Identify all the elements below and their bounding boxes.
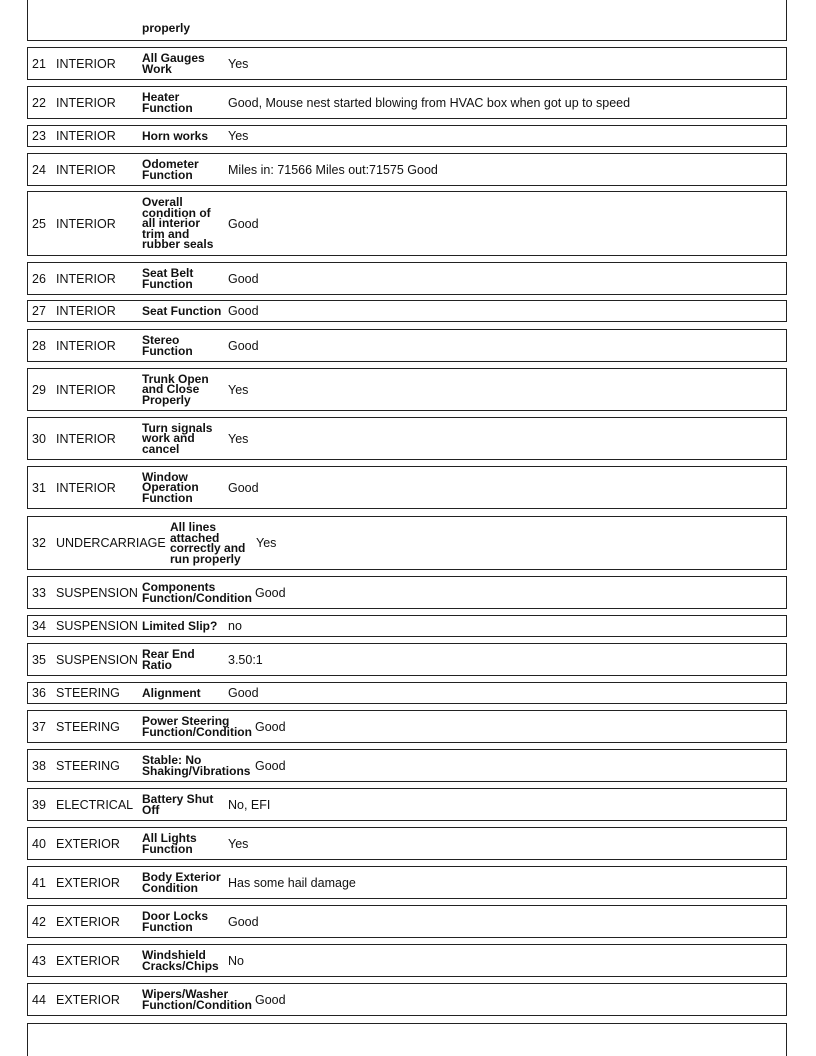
row-category: EXTERIOR	[56, 992, 120, 1007]
table-row	[27, 47, 787, 80]
row-number: 37	[32, 719, 46, 734]
row-item-label: All Lights Function	[142, 831, 197, 856]
row-value: Has some hail damage	[228, 875, 356, 890]
row-category: EXTERIOR	[56, 953, 120, 968]
row-number: 39	[32, 797, 46, 812]
row-value: Good	[255, 992, 286, 1007]
row-item-label: Overall condition of all interior trim and rubber seals	[142, 195, 214, 252]
row-item-label: Limited Slip?	[142, 618, 218, 633]
row-item-label: Power Steering Function/Condition	[142, 714, 252, 739]
next-row-partial	[27, 1023, 787, 1056]
row-number: 27	[32, 304, 46, 318]
row-item-label: Door Locks Function	[142, 909, 209, 934]
row-number: 26	[32, 271, 46, 286]
row-category: STEERING	[56, 686, 120, 700]
table-row	[27, 643, 787, 676]
table-row	[27, 300, 787, 322]
row-item-label: Components Function/Condition	[142, 580, 252, 605]
row-category: INTERIOR	[56, 338, 116, 353]
row-value: Good	[228, 216, 259, 231]
table-row	[27, 615, 787, 637]
row-number: 36	[32, 686, 46, 700]
table-row	[27, 125, 787, 147]
row-value: Good	[228, 304, 259, 318]
row-number: 31	[32, 480, 46, 495]
row-item-label: Stereo Function	[142, 333, 193, 358]
row-value: Good	[228, 914, 259, 929]
row-category: INTERIOR	[56, 271, 116, 286]
row-number: 24	[32, 162, 46, 177]
row-value: Good	[228, 338, 259, 353]
row-number: 34	[32, 619, 46, 633]
row-item-label: Seat Function	[142, 303, 222, 318]
table-row	[27, 191, 787, 256]
row-number: 35	[32, 652, 46, 667]
row-number: 40	[32, 836, 46, 851]
row-number: 28	[32, 338, 46, 353]
table-row	[27, 983, 787, 1016]
row-number: 42	[32, 914, 46, 929]
row-value: Yes	[228, 431, 249, 446]
row-category: SUSPENSION	[56, 619, 138, 633]
table-row	[27, 576, 787, 609]
table-row	[27, 827, 787, 860]
table-row	[27, 417, 787, 460]
table-row	[27, 905, 787, 938]
row-value: Good	[228, 480, 259, 495]
row-value: Yes	[228, 836, 249, 851]
row-item-label: Odometer Function	[142, 157, 199, 182]
row-category: INTERIOR	[56, 162, 116, 177]
row-value: Good	[255, 758, 286, 773]
row-number: 44	[32, 992, 46, 1007]
row-number: 41	[32, 875, 46, 890]
row-value: 3.50:1	[228, 652, 263, 667]
row-category: INTERIOR	[56, 480, 116, 495]
row-value: Yes	[256, 536, 277, 550]
row-item-label: Alignment	[142, 685, 201, 700]
table-row	[27, 329, 787, 362]
row-item-label: Trunk Open and Close Properly	[142, 371, 209, 407]
row-value: Yes	[228, 382, 249, 397]
row-category: INTERIOR	[56, 56, 116, 71]
row-value: Yes	[228, 56, 249, 71]
row-category: EXTERIOR	[56, 836, 120, 851]
row-category: SUSPENSION	[56, 585, 138, 600]
row-item-label: Stable: No Shaking/Vibrations	[142, 753, 251, 778]
table-row	[27, 153, 787, 186]
row-category: ELECTRICAL	[56, 797, 134, 812]
row-number: 38	[32, 758, 46, 773]
row-item-label: Battery Shut Off	[142, 792, 214, 817]
row-item-label: Window Operation Function	[142, 469, 199, 505]
row-category: INTERIOR	[56, 304, 116, 318]
row-item-label: Heater Function	[142, 90, 193, 115]
table-row	[27, 682, 787, 704]
row-value: no	[228, 619, 242, 633]
row-item-label: Turn signals work and cancel	[142, 420, 213, 456]
table-row	[27, 262, 787, 295]
table-row	[27, 368, 787, 411]
row-category: STEERING	[56, 719, 120, 734]
row-category: EXTERIOR	[56, 914, 120, 929]
table-row	[27, 86, 787, 119]
table-row	[27, 944, 787, 977]
row-number: 30	[32, 431, 46, 446]
row-value: Good	[228, 686, 259, 700]
table-row	[27, 516, 787, 570]
table-row	[27, 788, 787, 821]
row-number: 33	[32, 585, 46, 600]
row-category: STEERING	[56, 758, 120, 773]
row-value: Good	[228, 271, 259, 286]
row-number: 21	[32, 56, 46, 71]
row-category: INTERIOR	[56, 431, 116, 446]
continued-row	[27, 0, 787, 41]
row-item-label: Horn works	[142, 128, 209, 143]
row-value: No	[228, 953, 244, 968]
row-value: Good	[255, 719, 286, 734]
row-item-label: Rear End Ratio	[142, 647, 195, 672]
table-row	[27, 710, 787, 743]
table-row	[27, 466, 787, 509]
row-number: 32	[32, 536, 46, 550]
row-category: EXTERIOR	[56, 875, 120, 890]
row-number: 43	[32, 953, 46, 968]
row-number: 22	[32, 95, 46, 110]
row-item-label: All lines attached correctly and run properly	[170, 520, 246, 566]
continued-item-label: properly	[142, 21, 191, 35]
row-value: Miles in: 71566 Miles out:71575 Good	[228, 162, 438, 177]
table-row	[27, 866, 787, 899]
row-item-label: Seat Belt Function	[142, 266, 194, 291]
row-category: INTERIOR	[56, 95, 116, 110]
row-item-label: Windshield Cracks/Chips	[142, 948, 219, 973]
row-value: Yes	[228, 129, 249, 143]
row-item-label: All Gauges Work	[142, 51, 205, 76]
row-number: 23	[32, 129, 46, 143]
row-value: Good	[255, 585, 286, 600]
row-item-label: Body Exterior Condition	[142, 870, 221, 895]
row-category: UNDERCARRIAGE	[56, 536, 166, 550]
row-category: SUSPENSION	[56, 652, 138, 667]
row-category: INTERIOR	[56, 382, 116, 397]
row-value: No, EFI	[228, 797, 271, 812]
row-number: 25	[32, 216, 46, 231]
row-category: INTERIOR	[56, 129, 116, 143]
table-row	[27, 749, 787, 782]
row-item-label: Wipers/Washer Function/Condition	[142, 987, 252, 1012]
row-number: 29	[32, 382, 46, 397]
row-value: Good, Mouse nest started blowing from HVAC box when got up to speed	[228, 95, 631, 110]
row-category: INTERIOR	[56, 216, 116, 231]
